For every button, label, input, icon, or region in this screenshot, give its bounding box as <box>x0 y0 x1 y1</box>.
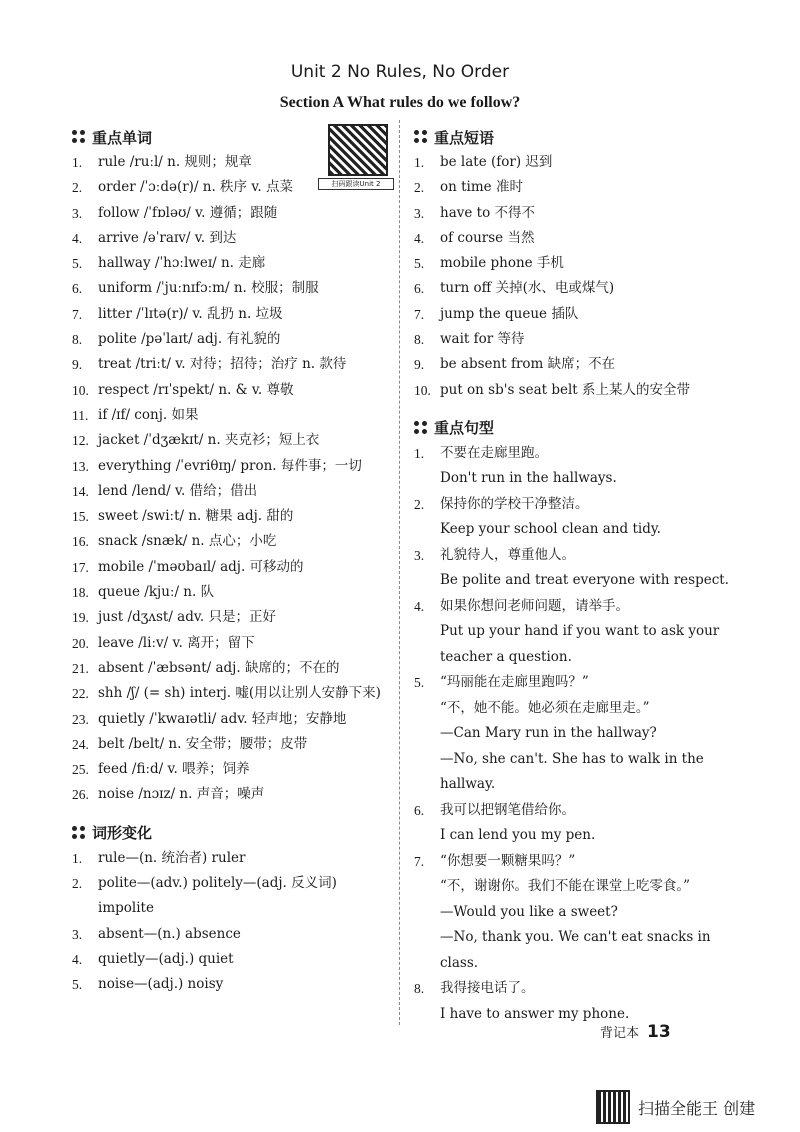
sentence-item <box>414 670 734 798</box>
forms-heading <box>72 820 392 846</box>
word-item-number: 4. <box>72 230 83 246</box>
sentence-number: 2. <box>414 496 425 512</box>
sentences-list <box>414 441 734 1028</box>
word-item-text: queue /kjuː/ n. 队 <box>98 584 215 601</box>
word-item-text: hallway /ˈhɔːlweɪ/ n. 走廊 <box>98 255 266 272</box>
clover-icon <box>414 130 428 144</box>
phrases-heading <box>414 124 734 150</box>
sentence-line: Don't run in the hallways. <box>440 470 617 487</box>
form-item-number: 1. <box>72 850 83 866</box>
word-item-number: 1. <box>72 155 83 170</box>
word-item-text: absent /ˈæbsənt/ adj. 缺席的；不在的 <box>98 659 340 676</box>
word-item <box>72 681 392 706</box>
phrase-item <box>414 175 734 200</box>
word-item <box>72 732 392 757</box>
sentence-text <box>440 594 734 671</box>
word-item <box>72 504 392 529</box>
word-item-number: 11. <box>72 407 89 423</box>
sentence-text <box>440 492 734 543</box>
sentences-heading-label: 重点句型 <box>434 419 495 438</box>
sentence-text <box>440 441 734 492</box>
word-item <box>72 201 392 226</box>
word-item <box>72 251 392 276</box>
word-item <box>72 150 392 175</box>
phrase-item-number: 1. <box>414 155 425 170</box>
phrase-item <box>414 226 734 251</box>
word-item <box>72 555 392 580</box>
phrases-heading-label: 重点短语 <box>434 128 495 147</box>
phrases-list <box>414 150 734 403</box>
word-item <box>72 479 392 504</box>
word-item-number: 6. <box>72 281 83 297</box>
form-item-number: 3. <box>72 926 83 942</box>
phrase-item-text: wait for 等待 <box>440 331 525 348</box>
form-item-text: noise—(adj.) noisy <box>98 976 224 993</box>
form-item-number: 4. <box>72 951 83 967</box>
sentence-line: 如果你想问老师问题，请举手。 <box>440 597 629 614</box>
sentence-number: 3. <box>414 547 425 563</box>
word-item-number: 25. <box>72 762 89 778</box>
phrase-item-text: have to 不得不 <box>440 204 535 221</box>
sentence-line: —Can Mary run in the hallway? <box>440 725 657 742</box>
word-item-text: polite /pəˈlaɪt/ adj. 有礼貌的 <box>98 331 281 348</box>
sentence-number: 5. <box>414 675 425 691</box>
phrase-item-text: be late (for) 迟到 <box>440 154 553 170</box>
word-item <box>72 782 392 807</box>
phrase-item <box>414 201 734 226</box>
word-item-number: 8. <box>72 332 83 348</box>
word-item-number: 15. <box>72 509 89 525</box>
form-item <box>72 947 392 972</box>
phrase-item-text: turn off 关掉(水、电或煤气) <box>440 280 615 297</box>
word-item-number: 13. <box>72 458 89 474</box>
page-footer <box>600 1022 671 1042</box>
phrase-item <box>414 302 734 327</box>
form-item-text: quietly—(adj.) quiet <box>98 950 234 967</box>
sentence-text <box>440 798 734 849</box>
word-item-text: jacket /ˈdʒækɪt/ n. 夹克衫；短上衣 <box>98 432 320 449</box>
word-item-number: 17. <box>72 559 89 575</box>
phrase-item-number: 6. <box>414 281 425 297</box>
phrase-item-number: 9. <box>414 357 425 373</box>
word-item-text: uniform /ˈjuːnɪfɔːm/ n. 校服；制服 <box>98 280 319 297</box>
column-divider <box>399 120 401 1025</box>
word-item <box>72 529 392 554</box>
phrase-item <box>414 251 734 276</box>
sentence-text <box>440 849 734 977</box>
words-heading-label: 重点单词 <box>92 128 153 147</box>
word-item <box>72 302 392 327</box>
sentence-line: Be polite and treat everyone with respect. <box>440 572 729 589</box>
word-item-number: 14. <box>72 483 89 499</box>
watermark-qr-icon <box>596 1090 630 1124</box>
word-item-text: arrive /əˈraɪv/ v. 到达 <box>98 229 237 246</box>
word-item-text: everything /ˈevriθɪŋ/ pron. 每件事；一切 <box>98 457 362 474</box>
sentence-number: 1. <box>414 445 425 461</box>
form-item <box>72 922 392 947</box>
word-item <box>72 580 392 605</box>
sentence-item <box>414 849 734 977</box>
word-item <box>72 226 392 251</box>
word-item-text: noise /nɔɪz/ n. 声音；噪声 <box>98 786 265 803</box>
clover-icon <box>414 421 428 435</box>
form-item <box>72 871 392 922</box>
word-item-number: 24. <box>72 736 89 752</box>
sentence-line: Keep your school clean and tidy. <box>440 521 661 538</box>
word-item-number: 18. <box>72 585 89 601</box>
word-item-number: 26. <box>72 787 89 803</box>
phrase-item <box>414 327 734 352</box>
sentence-line: —Would you like a sweet? <box>440 903 618 920</box>
sentence-line: I can lend you my pen. <box>440 827 596 844</box>
word-item-number: 16. <box>72 534 89 550</box>
sentence-item <box>414 441 734 492</box>
word-item-text: leave /liːv/ v. 离开；留下 <box>98 634 255 651</box>
word-item <box>72 175 392 200</box>
word-item <box>72 454 392 479</box>
sentence-item <box>414 543 734 594</box>
word-item-number: 21. <box>72 660 89 676</box>
sentence-item <box>414 492 734 543</box>
words-heading <box>72 124 392 150</box>
section-title: Section A What rules do we follow? <box>279 94 521 111</box>
word-item-number: 10. <box>72 382 89 398</box>
word-item-text: order /ˈɔːdə(r)/ n. 秩序 v. 点菜 <box>98 179 293 196</box>
sentence-item <box>414 594 734 671</box>
word-item-text: treat /triːt/ v. 对待；招待；治疗 n. 款待 <box>98 356 347 373</box>
word-item <box>72 656 392 681</box>
sentence-line: “不，谢谢你。我们不能在课堂上吃零食。” <box>440 878 691 895</box>
form-item-text: rule—(n. 统治者) ruler <box>98 849 246 866</box>
word-item <box>72 707 392 732</box>
words-list <box>72 150 392 808</box>
word-item-number: 5. <box>72 256 83 272</box>
page-number: 13 <box>647 1022 671 1042</box>
form-item <box>72 846 392 871</box>
word-item-number: 3. <box>72 205 83 221</box>
word-item <box>72 605 392 630</box>
form-item-number: 5. <box>72 977 83 993</box>
forms-heading-label: 词形变化 <box>92 824 153 843</box>
phrase-item-text: mobile phone 手机 <box>440 255 564 272</box>
sentence-number: 6. <box>414 802 425 818</box>
sentence-number: 4. <box>414 598 425 614</box>
sentence-line: “你想要一颗糖果吗？” <box>440 852 576 869</box>
word-item-text: litter /ˈlɪtə(r)/ v. 乱扔 n. 垃圾 <box>98 305 283 322</box>
word-item-text: feed /fiːd/ v. 喂养；饲养 <box>98 761 250 778</box>
sentence-line: “不，她不能。她必须在走廊里走。” <box>440 699 650 716</box>
word-item-text: just /dʒʌst/ adv. 只是；正好 <box>98 609 276 626</box>
phrase-item-text: be absent from 缺席；不在 <box>440 356 616 373</box>
word-item-text: if /ɪf/ conj. 如果 <box>98 406 199 423</box>
sentence-line: “玛丽能在走廊里跑吗？” <box>440 674 589 691</box>
phrase-item <box>414 352 734 377</box>
word-item-text: rule /ruːl/ n. 规则；规章 <box>98 154 252 170</box>
unit-title: Unit 2 No Rules, No Order <box>290 62 510 82</box>
word-item <box>72 327 392 352</box>
phrase-item-text: put on sb's seat belt 系上某人的安全带 <box>440 381 691 398</box>
sentence-line: —No, she can't. She has to walk in the hallway. <box>440 750 704 793</box>
form-item-number: 2. <box>72 876 83 892</box>
word-item-number: 22. <box>72 686 89 702</box>
word-item-number: 7. <box>72 306 83 322</box>
word-item-text: respect /rɪˈspekt/ n. & v. 尊敬 <box>98 381 294 398</box>
sentence-line: Put up your hand if you want to ask your teacher a question. <box>440 623 720 665</box>
sentence-line: 不要在走廊里跑。 <box>440 444 548 461</box>
word-item-text: quietly /ˈkwaɪətli/ adv. 轻声地；安静地 <box>98 710 347 727</box>
word-item <box>72 631 392 656</box>
sentence-line: —No, thank you. We can't eat snacks in class. <box>440 929 711 971</box>
word-item <box>72 757 392 782</box>
phrase-item <box>414 150 734 175</box>
qr-caption: 扫码跟读Unit 2 <box>318 178 394 190</box>
word-item-number: 23. <box>72 711 89 727</box>
word-item <box>72 276 392 301</box>
word-item-text: snack /snæk/ n. 点心；小吃 <box>98 533 277 550</box>
word-item-text: mobile /ˈməʊbaɪl/ adj. 可移动的 <box>98 558 304 575</box>
word-item-text: belt /belt/ n. 安全带；腰带；皮带 <box>98 735 308 752</box>
left-column <box>72 120 392 998</box>
word-item <box>72 352 392 377</box>
sentence-text <box>440 976 734 1027</box>
phrase-item-number: 5. <box>414 256 425 272</box>
phrase-item <box>414 378 734 403</box>
phrase-item-text: jump the queue 插队 <box>440 305 579 322</box>
sentence-item <box>414 798 734 849</box>
word-item-text: follow /ˈfɒləʊ/ v. 遵循；跟随 <box>98 204 278 221</box>
phrase-item-number: 7. <box>414 306 425 322</box>
sentence-line: I have to answer my phone. <box>440 1005 630 1022</box>
right-column <box>414 120 734 1027</box>
word-item <box>72 378 392 403</box>
word-item-number: 9. <box>72 357 83 373</box>
phrase-item-number: 4. <box>414 230 425 246</box>
word-item-text: lend /lend/ v. 借给；借出 <box>98 482 258 499</box>
clover-icon <box>72 826 86 840</box>
sentence-number: 7. <box>414 853 425 869</box>
form-item-text: polite—(adv.) politely—(adj. 反义词) impolite <box>98 875 337 917</box>
phrase-item-text: on time 准时 <box>440 179 523 196</box>
phrase-item-number: 3. <box>414 205 425 221</box>
word-item-number: 12. <box>72 433 89 449</box>
clover-icon <box>72 130 86 144</box>
word-item <box>72 403 392 428</box>
scanner-watermark <box>596 1090 755 1124</box>
word-item <box>72 428 392 453</box>
form-item <box>72 972 392 997</box>
sentence-item <box>414 976 734 1027</box>
sentence-line: 保持你的学校干净整洁。 <box>440 495 589 512</box>
sentence-line: 我得接电话了。 <box>440 980 535 997</box>
sentence-line: 我可以把钢笔借给你。 <box>440 801 575 818</box>
phrase-item-number: 10. <box>414 382 431 398</box>
phrase-item-text: of course 当然 <box>440 229 535 246</box>
phrase-item-number: 8. <box>414 332 425 348</box>
sentence-text <box>440 543 734 594</box>
word-item-number: 2. <box>72 180 83 196</box>
sentences-heading <box>414 415 734 441</box>
word-item-number: 19. <box>72 610 89 626</box>
word-item-text: shh /ʃ/ (= sh) interj. 嘘(用以让别人安静下来) <box>98 685 381 702</box>
book-label: 背记本 <box>600 1026 640 1041</box>
sentence-text <box>440 670 734 798</box>
watermark-text: 扫描全能王 创建 <box>638 1098 756 1118</box>
sentence-line: 礼貌待人，尊重他人。 <box>440 546 575 563</box>
sentence-number: 8. <box>414 981 425 997</box>
word-item-text: sweet /swiːt/ n. 糖果 adj. 甜的 <box>98 508 294 525</box>
word-item-number: 20. <box>72 635 89 651</box>
phrase-item <box>414 276 734 301</box>
forms-list <box>72 846 392 998</box>
phrase-item-number: 2. <box>414 180 425 196</box>
form-item-text: absent—(n.) absence <box>98 925 241 942</box>
